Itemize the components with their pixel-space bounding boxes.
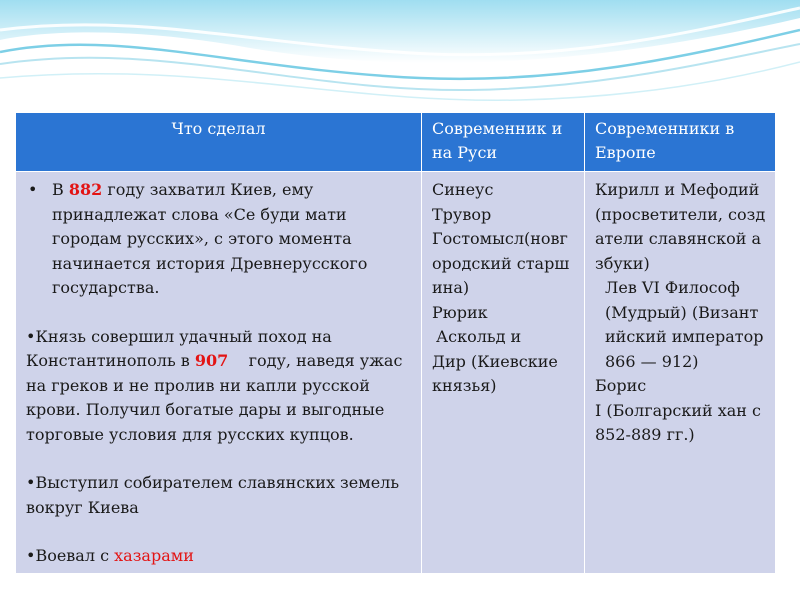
rus-item-askold: Аскольд и [436,327,522,346]
header-rus-contemporaries: Современник и на Руси [422,113,585,172]
table-header-row [16,113,776,172]
history-table [15,112,776,574]
rus-item-rurik: Рюрик [432,302,488,322]
europe-item-boris: Борис [595,376,647,395]
deed-2-text: году, наведя ужас на греков и не пролив ни капли русской крови. Получил богатые дары и выгодные торговые условия для русских купцов. [26,351,408,444]
deed-item-4 [26,544,413,569]
rus-item-gostomysl: Гостомысл(новгородский старшина) [432,229,570,297]
deed-4-prefix: •Воевал с [26,546,115,565]
table-row [16,172,776,574]
deed-item-2 [26,325,413,448]
deed-item-3: •Выступил собирателем славянских земель вокруг Киева [26,473,400,517]
year-882: 882 [68,180,103,199]
bullet-icon: • [28,180,38,199]
europe-item-leo-vi: Лев VI Философ (Мудрый) (Византийский император 866 — 912) [605,278,764,371]
europe-item-bulgarian-khan: I (Болгарский хан с 852-889 гг.) [595,400,762,444]
rus-item-sineus: Синеус [432,180,494,199]
header-what-done: Что сделал [16,113,422,172]
decorative-wave-header [0,0,800,110]
rus-item-dir: Дир (Киевские князья) [432,351,558,395]
deed-1-text: году захватил Киев, ему принадлежат слова «Се буди мати городам русских», с этого момента начинается история Древнерусского государства. [52,180,368,297]
europe-item-cyril-methodius: Кирилл и Мефодий (просветители, создатели славянской азбуки) [595,180,766,273]
khazars-highlight: хазарами [114,546,194,565]
deed-1-prefix: В [52,180,69,199]
rus-item-truvor: Трувор [432,204,492,224]
europe-contemporaries-cell [585,172,776,574]
deeds-cell [16,172,422,574]
header-europe-contemporaries: Современники в Европе [585,113,776,172]
deed-2-prefix: •Князь совершил удачный поход на Константинополь в [26,326,332,370]
year-907: 907 [194,351,229,370]
rus-contemporaries-cell [422,172,585,574]
deed-item-1 [26,178,413,301]
